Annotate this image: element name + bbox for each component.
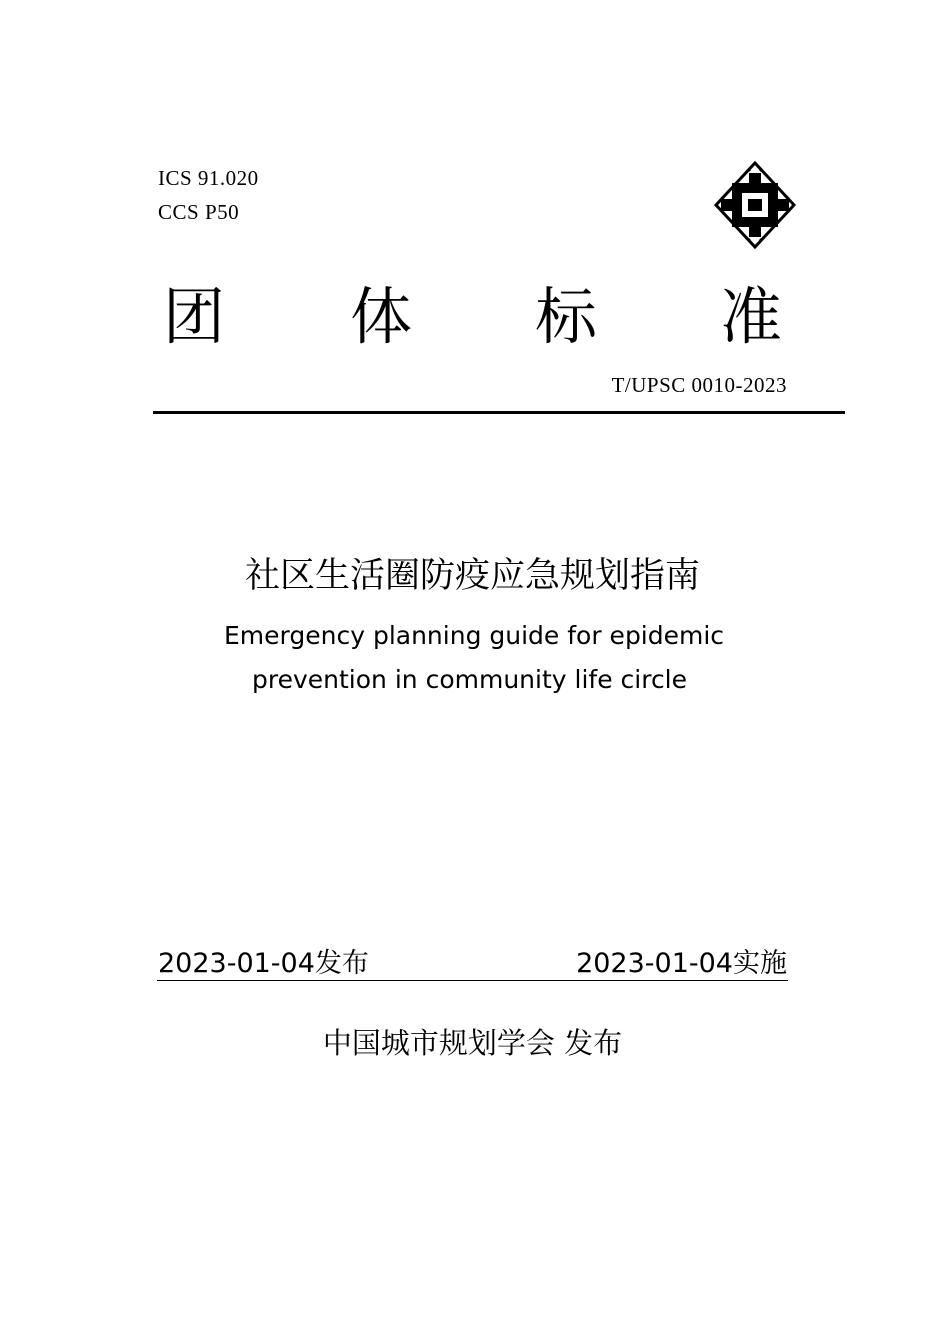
publisher: 中国城市规划学会 发布 [322,1026,623,1060]
date-divider [157,980,788,981]
title-english-line-1: Emergency planning guide for epidemic [224,621,725,650]
standard-type-char-1: 团 [163,280,226,353]
title-chinese: 社区生活圈防疫应急规划指南 [244,556,700,596]
implementation-date: 2023-01-04实施 [576,948,787,979]
group-standard-emblem-icon [712,160,798,250]
header-divider [153,411,845,414]
title-english-line-2: prevention in community life circle [252,665,688,694]
ccs-code: CCS P50 [158,200,240,224]
standard-type-char-3: 标 [535,280,598,353]
ics-code: ICS 91.020 [158,166,259,190]
standard-type-char-2: 体 [350,280,413,353]
standard-number: T/UPSC 0010-2023 [611,373,787,397]
publish-date: 2023-01-04发布 [158,948,369,979]
standard-type-char-4: 准 [720,280,783,353]
